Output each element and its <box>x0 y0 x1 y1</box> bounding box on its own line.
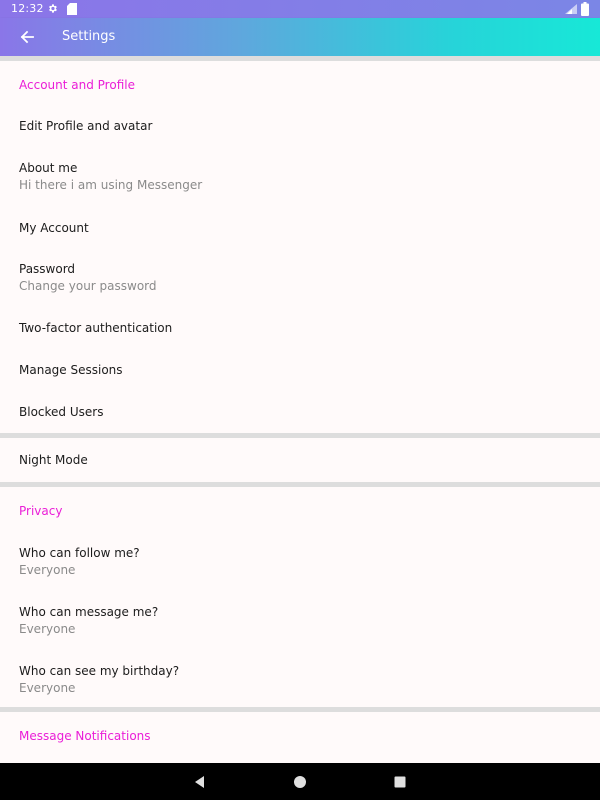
item-title: Manage Sessions <box>19 363 123 377</box>
settings-item-who-can-see-birthday[interactable] <box>0 651 600 707</box>
settings-item-who-can-follow[interactable] <box>0 533 600 592</box>
section-header-account: Account and Profile <box>19 78 135 92</box>
section-header-privacy: Privacy <box>19 504 63 518</box>
section-header-notifications: Message Notifications <box>19 729 151 743</box>
section-account <box>0 61 600 433</box>
settings-item-two-factor[interactable] <box>0 307 600 349</box>
item-subtitle: Change your password <box>19 279 157 293</box>
signal-icon <box>565 4 577 14</box>
page-title: Settings <box>62 29 116 44</box>
item-subtitle: Hi there i am using Messenger <box>19 178 203 192</box>
item-title: Password <box>19 262 76 276</box>
section-privacy <box>0 487 600 707</box>
settings-item-who-can-message[interactable] <box>0 592 600 651</box>
item-title: About me <box>19 161 78 175</box>
nav-recents-button[interactable] <box>390 772 410 792</box>
recents-square-icon <box>393 775 407 789</box>
settings-item-my-account[interactable] <box>0 207 600 249</box>
item-title: Blocked Users <box>19 405 104 419</box>
settings-item-edit-profile[interactable] <box>0 107 600 149</box>
home-circle-icon <box>293 775 307 789</box>
section-message-notifications <box>0 712 600 763</box>
nav-home-button[interactable] <box>290 772 310 792</box>
item-subtitle: Everyone <box>19 622 76 636</box>
item-title: Who can see my birthday? <box>19 664 180 678</box>
settings-item-manage-sessions[interactable] <box>0 349 600 391</box>
nav-back-button[interactable] <box>190 772 210 792</box>
back-button[interactable] <box>14 25 40 49</box>
section-night-mode <box>0 438 600 482</box>
item-subtitle: Everyone <box>19 681 76 695</box>
settings-item-password[interactable] <box>0 249 600 307</box>
settings-item-about-me[interactable] <box>0 149 600 207</box>
navigation-bar <box>0 763 600 800</box>
item-subtitle: Everyone <box>19 563 76 577</box>
settings-list[interactable] <box>0 56 600 763</box>
status-time: 12:32 <box>11 2 44 15</box>
gear-icon <box>47 3 58 14</box>
app-bar <box>0 18 600 56</box>
status-bar <box>0 0 600 18</box>
item-title: Who can follow me? <box>19 546 140 560</box>
item-title: Night Mode <box>19 453 88 467</box>
back-triangle-icon <box>193 775 207 789</box>
item-title: Edit Profile and avatar <box>19 119 153 133</box>
settings-item-blocked-users[interactable] <box>0 391 600 433</box>
item-title: Two-factor authentication <box>19 321 173 335</box>
arrow-left-icon <box>19 29 35 45</box>
item-title: My Account <box>19 221 89 235</box>
sd-card-icon <box>67 3 77 15</box>
settings-item-night-mode[interactable] <box>0 438 600 482</box>
battery-icon <box>581 2 589 16</box>
item-title: Who can message me? <box>19 605 159 619</box>
